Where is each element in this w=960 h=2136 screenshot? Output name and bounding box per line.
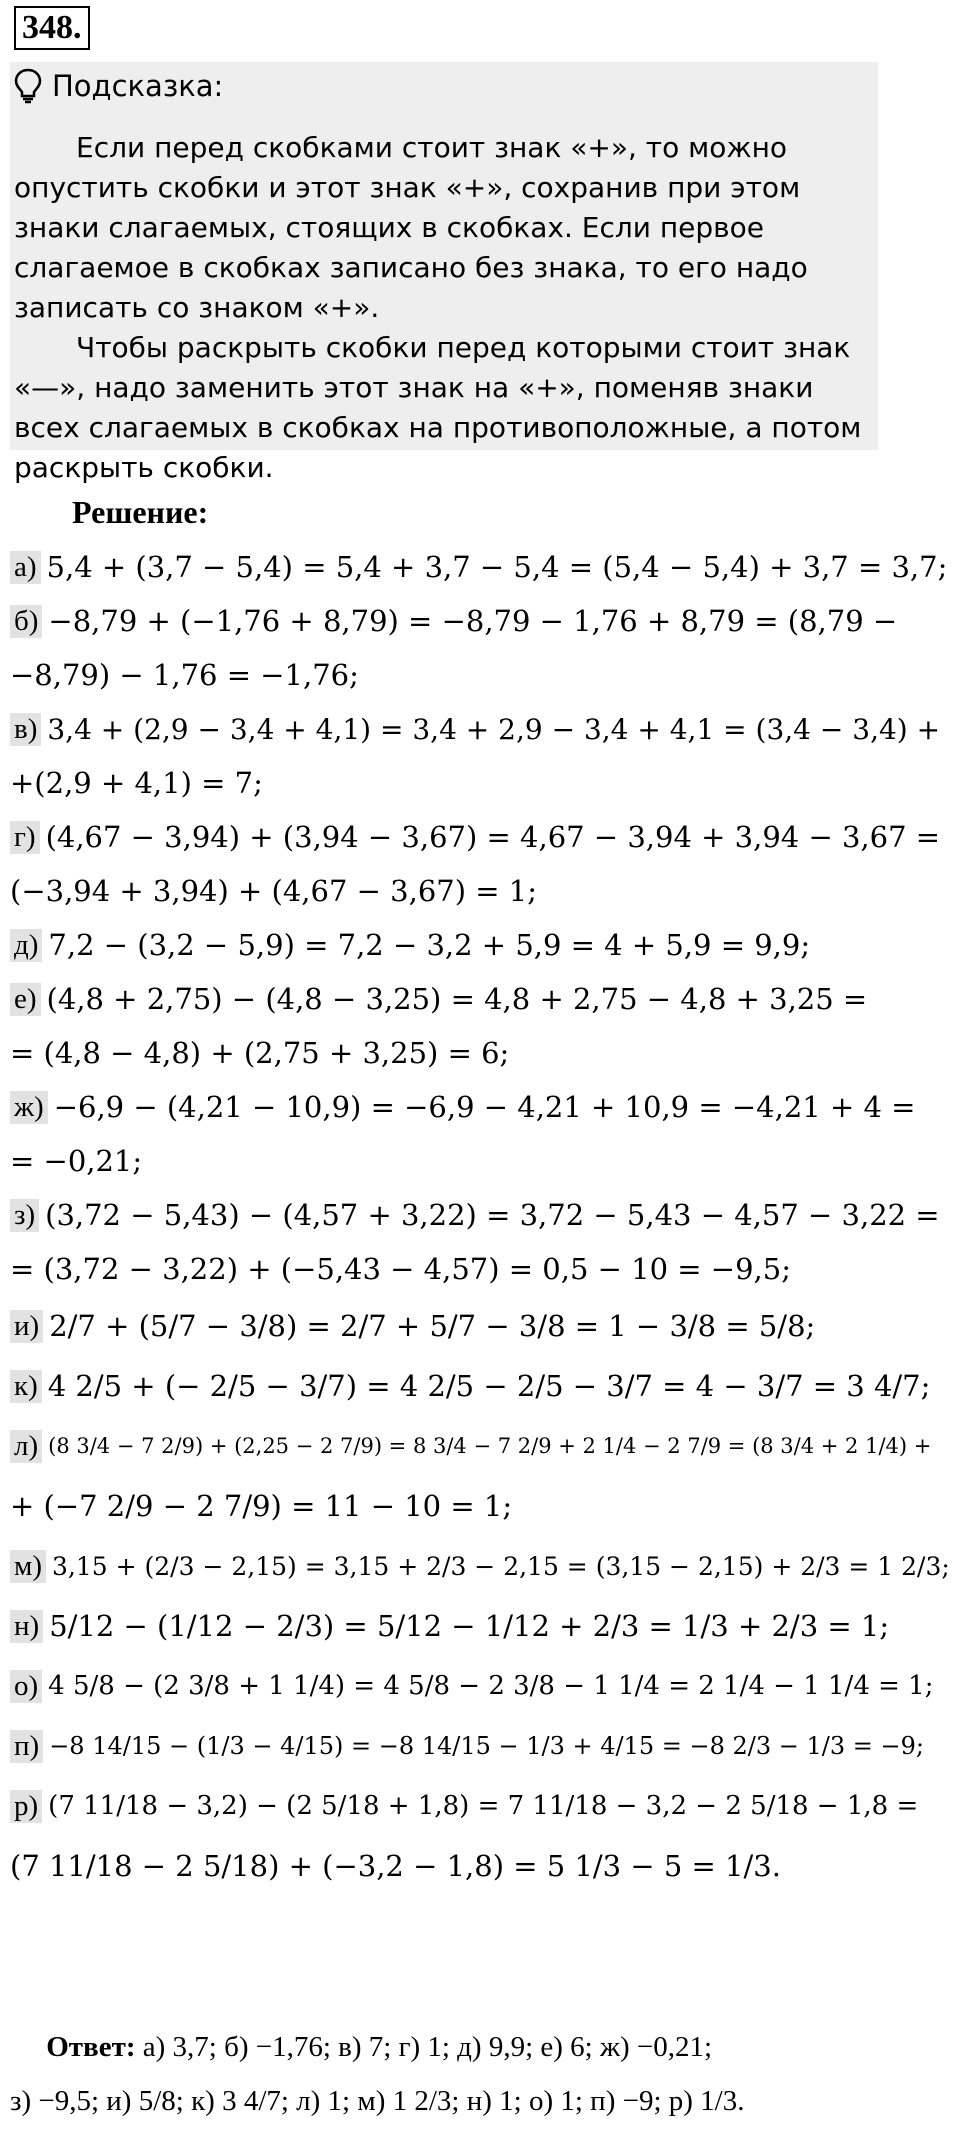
solution-line — [10, 1716, 950, 1776]
equation-text: (3,72 − 5,43) − (4,57 + 3,22) = 3,72 − 5,43 − 4,57 − 3,22 = — [45, 1198, 940, 1232]
answer-line-2: з) −9,5; и) 5/8; к) 3 4/7; л) 1; м) 1 2/3; н) 1; о) 1; п) −9; р) 1/3. — [10, 2085, 745, 2117]
answer-title: Ответ: — [46, 2031, 136, 2063]
hint-text — [14, 128, 874, 488]
item-label: п) — [10, 1730, 43, 1763]
solution-line — [10, 594, 950, 648]
item-label: р) — [10, 1790, 42, 1823]
item-label: б) — [10, 605, 42, 638]
solution-lines — [10, 540, 950, 1896]
item-label: и) — [10, 1310, 43, 1343]
equation-text: (8 3/4 − 7 2/9) + (2,25 − 2 7/9) = 8 3/4 − 7 2/9 + 2 1/4 − 2 7/9 = (8 3/4 + 2 1/4) + — [48, 1434, 932, 1458]
equation-text: −8,79) − 1,76 = −1,76; — [10, 658, 359, 692]
equation-text: (7 11/18 − 3,2) − (2 5/18 + 1,8) = 7 11/18 − 3,2 − 2 5/18 − 1,8 = — [48, 1791, 919, 1821]
solution-line — [10, 1836, 950, 1896]
item-label: к) — [10, 1370, 42, 1403]
hint-paragraph-2: Чтобы раскрыть скобки перед которыми стоит знак «—», надо заменить этот знак на «+», поменяв знаки всех слагаемых в скобках на противоположные, а потом раскрыть скобки. — [14, 331, 862, 484]
solution-line — [10, 1134, 950, 1188]
equation-text: + (−7 2/9 − 2 7/9) = 11 − 10 = 1; — [10, 1489, 513, 1523]
item-label: н) — [10, 1610, 43, 1643]
solution-line — [10, 702, 950, 756]
solution-line — [10, 648, 950, 702]
solution-line — [10, 1296, 950, 1356]
solution-line — [10, 918, 950, 972]
solution-line — [10, 756, 950, 810]
equation-text: 4 2/5 + (− 2/5 − 3/7) = 4 2/5 − 2/5 − 3/7 = 4 − 3/7 = 3 4/7; — [47, 1369, 931, 1403]
hint-paragraph-1: Если перед скобками стоит знак «+», то можно опустить скобки и этот знак «+», сохранив при этом знаки слагаемых, стоящих в скобках. Если первое слагаемое в скобках записано без знака, то его надо записать со знаком «+». — [14, 131, 808, 324]
hint-title: Подсказка: — [52, 69, 224, 103]
solution-line — [10, 1188, 950, 1242]
item-label: о) — [10, 1670, 42, 1703]
answer-block — [10, 2020, 950, 2128]
solution-line — [10, 864, 950, 918]
equation-text: 4 5/8 − (2 3/8 + 1 1/4) = 4 5/8 − 2 3/8 − 1 1/4 = 2 1/4 − 1 1/4 = 1; — [48, 1671, 934, 1701]
solution-line — [10, 1242, 950, 1296]
item-label: г) — [10, 821, 40, 854]
equation-text: −6,9 − (4,21 − 10,9) = −6,9 − 4,21 + 10,9 = −4,21 + 4 = — [53, 1090, 916, 1124]
answer-line-1 — [10, 2020, 950, 2074]
solution-line — [10, 1416, 950, 1476]
solution-line — [10, 1776, 950, 1836]
equation-text: (4,67 − 3,94) + (3,94 − 3,67) = 4,67 − 3,94 + 3,94 − 3,67 = — [45, 820, 941, 854]
equation-text: 3,15 + (2/3 − 2,15) = 3,15 + 2/3 − 2,15 = (3,15 − 2,15) + 2/3 = 1 2/3; — [52, 1551, 950, 1581]
equation-text: 7,2 − (3,2 − 5,9) = 7,2 − 3,2 + 5,9 = 4 + 5,9 = 9,9; — [48, 928, 811, 962]
equation-text: (7 11/18 − 2 5/18) + (−3,2 − 1,8) = 5 1/3 − 5 = 1/3. — [10, 1849, 781, 1883]
solution-line — [10, 1656, 950, 1716]
equation-text: = (3,72 − 3,22) + (−5,43 − 4,57) = 0,5 − 10 = −9,5; — [10, 1252, 791, 1286]
solution-line — [10, 1536, 950, 1596]
equation-text: +(2,9 + 4,1) = 7; — [10, 766, 263, 800]
item-label: а) — [10, 551, 41, 584]
answer-text-1: а) 3,7; б) −1,76; в) 7; г) 1; д) 9,9; е) 6; ж) −0,21; — [142, 2031, 713, 2063]
solution-line — [10, 1596, 950, 1656]
solution-title: Решение: — [72, 494, 209, 530]
solution-line — [10, 540, 950, 594]
item-label: ж) — [10, 1091, 48, 1124]
item-label: е) — [10, 983, 41, 1016]
item-label: з) — [10, 1199, 39, 1232]
equation-text: 5,4 + (3,7 − 5,4) = 5,4 + 3,7 − 5,4 = (5,4 − 5,4) + 3,7 = 3,7; — [46, 550, 948, 584]
solution-line — [10, 972, 950, 1026]
hint-header — [14, 68, 223, 104]
equation-text: 5/12 − (1/12 − 2/3) = 5/12 − 1/12 + 2/3 = 1/3 + 2/3 = 1; — [49, 1609, 890, 1643]
equation-text: 2/7 + (5/7 − 3/8) = 2/7 + 5/7 − 3/8 = 1 − 3/8 = 5/8; — [49, 1309, 816, 1343]
equation-text: = −0,21; — [10, 1144, 143, 1178]
equation-text: (4,8 + 2,75) − (4,8 − 3,25) = 4,8 + 2,75 − 4,8 + 3,25 = — [46, 982, 868, 1016]
equation-text: = (4,8 − 4,8) + (2,75 + 3,25) = 6; — [10, 1036, 510, 1070]
problem-number: 348. — [14, 6, 90, 50]
solution-line — [10, 1080, 950, 1134]
item-label: л) — [10, 1430, 42, 1463]
item-label: в) — [10, 713, 41, 746]
equation-text: (−3,94 + 3,94) + (4,67 − 3,67) = 1; — [10, 874, 537, 908]
solution-line — [10, 1476, 950, 1536]
equation-text: −8 14/15 − (1/3 − 4/15) = −8 14/15 − 1/3 + 4/15 = −8 2/3 − 1/3 = −9; — [49, 1732, 924, 1760]
lightbulb-icon — [14, 68, 42, 104]
equation-text: 3,4 + (2,9 − 3,4 + 4,1) = 3,4 + 2,9 − 3,4 + 4,1 = (3,4 − 3,4) + — [47, 712, 941, 746]
item-label: д) — [10, 929, 42, 962]
solution-line — [10, 1356, 950, 1416]
equation-text: −8,79 + (−1,76 + 8,79) = −8,79 − 1,76 + 8,79 = (8,79 − — [48, 604, 898, 638]
item-label: м) — [10, 1550, 46, 1583]
solution-line — [10, 810, 950, 864]
solution-line — [10, 1026, 950, 1080]
